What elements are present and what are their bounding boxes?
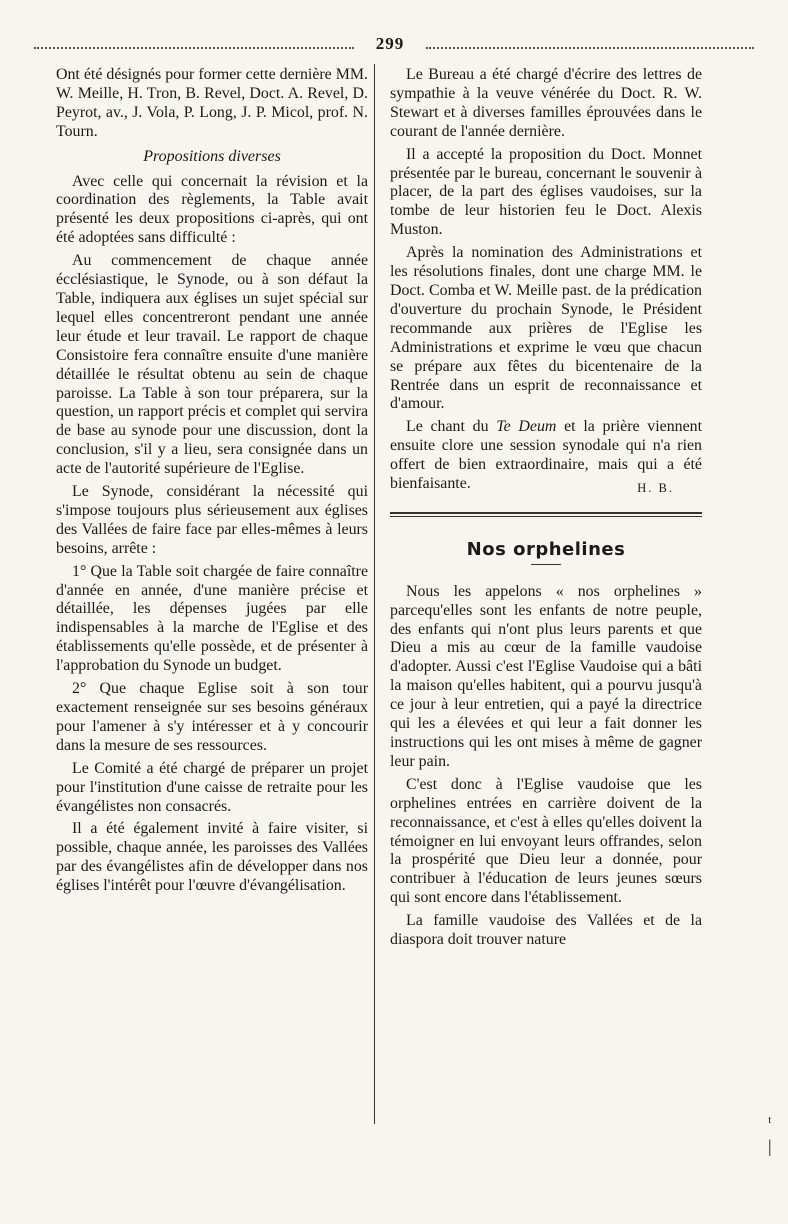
closing-text-start: Le chant du xyxy=(406,418,497,436)
right-column xyxy=(390,66,702,954)
column-divider xyxy=(374,64,375,1124)
te-deum: Te Deum xyxy=(496,418,557,436)
subheading-propositions: Propositions diverses xyxy=(143,147,281,165)
paragraph: Le Comité a été chargé de préparer un projet pour l'institution d'une caisse de retraite pour les évangélistes non consacrés. xyxy=(56,759,368,815)
paragraph: Nous les appelons « nos orphelines » parcequ'elles sont les enfants de notre peuple, des enfants qui n'ont plus leurs parents et que Dieu a mis au cœur de la famille vaudoise d'adopter. Aussi c'est l'Eglise Vaudoise qui a bâti la maison qu'elles habitent, qui a pourvu jusqu'à ce jour à leur entretien, qui a payé la directrice qui les a élevées et qui leur a fait donner les instructions qui les ont mises à même de gagner leur pain. xyxy=(390,582,702,770)
margin-mark: | xyxy=(768,1136,772,1156)
title-underline xyxy=(531,564,561,565)
paragraph: Le Synode, considérant la nécessité qui s'impose toujours plus sérieusement aux églises des Vallées de faire face par elles-mêmes à leurs besoins, arrête : xyxy=(56,483,368,557)
section-title: Nos orphelines xyxy=(466,538,626,560)
paragraph: C'est donc à l'Eglise vaudoise que les orphelines entrées en carrière doivent de la reconnaissance, et c'est à elles qu'elles doivent la témoigner en lui envoyant leurs offrandes, selon la prospérité que Dieu leur a donnée, pour contribuer à l'éducation de leurs jeunes sœurs qui sont encore dans l'établissement. xyxy=(390,775,702,907)
designation-paragraph: Ont été désignés pour former cette dernière MM. W. Meille, H. Tron, B. Revel, Doct. A. Revel, D. Peyrot, av., J. Vola, P. Long, J. P. Micol, prof. N. Tourn. xyxy=(56,66,368,140)
paragraph: 2° Que chaque Eglise soit à son tour exactement renseignée sur ses besoins généraux pour l'amener à s'y intéresser et à y concourir dans la mesure de ses ressources. xyxy=(56,680,368,754)
closing-text-end: et la prière viennent ensuite clore une session synodale qui n'a rien offert de bien extraordinaire, mais qui a été bienfaisante. xyxy=(390,418,703,493)
article-end-rule xyxy=(390,512,702,514)
left-column xyxy=(56,66,368,900)
page-header xyxy=(34,34,754,54)
header-rule-right xyxy=(426,47,754,49)
page-number: 299 xyxy=(375,34,405,53)
paragraph: Il a été également invité à faire visiter, si possible, chaque année, les paroisses des Vallées par des évangélistes afin de développer dans nos églises l'intérêt pour l'œuvre d'évangélisation. xyxy=(56,820,368,895)
paragraph: 1° Que la Table soit chargée de faire connaître d'année en année, d'une manière précise et détaillée, les dépenses jugées par elle indispensables à la marche de l'Eglise et des établissements qu'elle possède, et de présenter à l'approbation du Synode un budget. xyxy=(56,562,368,675)
article-end-rule-thin xyxy=(390,516,702,517)
margin-mark: ᵗ xyxy=(768,1112,772,1132)
header-rule-left xyxy=(34,47,354,49)
paragraph: Le Bureau a été chargé d'écrire des lettres de sympathie à la veuve vénérée du Doct. R. W. Stewart et à diverses familles éprouvées dans le courant de l'année dernière. xyxy=(390,66,702,140)
signature: H. B. xyxy=(637,480,674,495)
paragraph: Au commencement de chaque année écclésiastique, le Synode, ou à son défaut la Table, indiquera aux églises un sujet spécial sur lequel elles concentreront pendant une année leur étude et leur travail. Le rapport de chaque Consistoire fera connaître ensuite d'une manière détaillée le résultat obtenu au sein de chaque paroisse. La Table à son tour préparera, sur la question, un rapport précis et complet qui servira de base au synode pour une discussion, dont la conclusion, s'il y a lieu, sera consignée dans un acte de l'autorité supérieure de l'Eglise. xyxy=(56,252,368,478)
paragraph: La famille vaudoise des Vallées et de la diaspora doit trouver nature xyxy=(390,912,702,949)
paragraph: Après la nomination des Administrations et les résolutions finales, dont une charge MM. le Doct. Comba et W. Meille past. de la prédication d'ouverture du prochain Synode, le Président recommande aux prières de l'Eglise les Administrations et exprime le vœu que chacun se prépare aux fêtes du bicentenaire de la Rentrée dans un esprit de reconnaissance et d'amour. xyxy=(390,244,702,413)
paragraph: Avec celle qui concernait la révision et la coordination des règlements, la Table avait présenté les deux propositions ci-après, qui ont été adoptées sans difficulté : xyxy=(56,172,368,247)
paragraph: Il a accepté la proposition du Doct. Monnet présentée par le bureau, concernant le souvenir à placer, de la part des églises vaudoises, sur la tombe de leur historien feu le Doct. Alexis Muston. xyxy=(390,145,702,239)
